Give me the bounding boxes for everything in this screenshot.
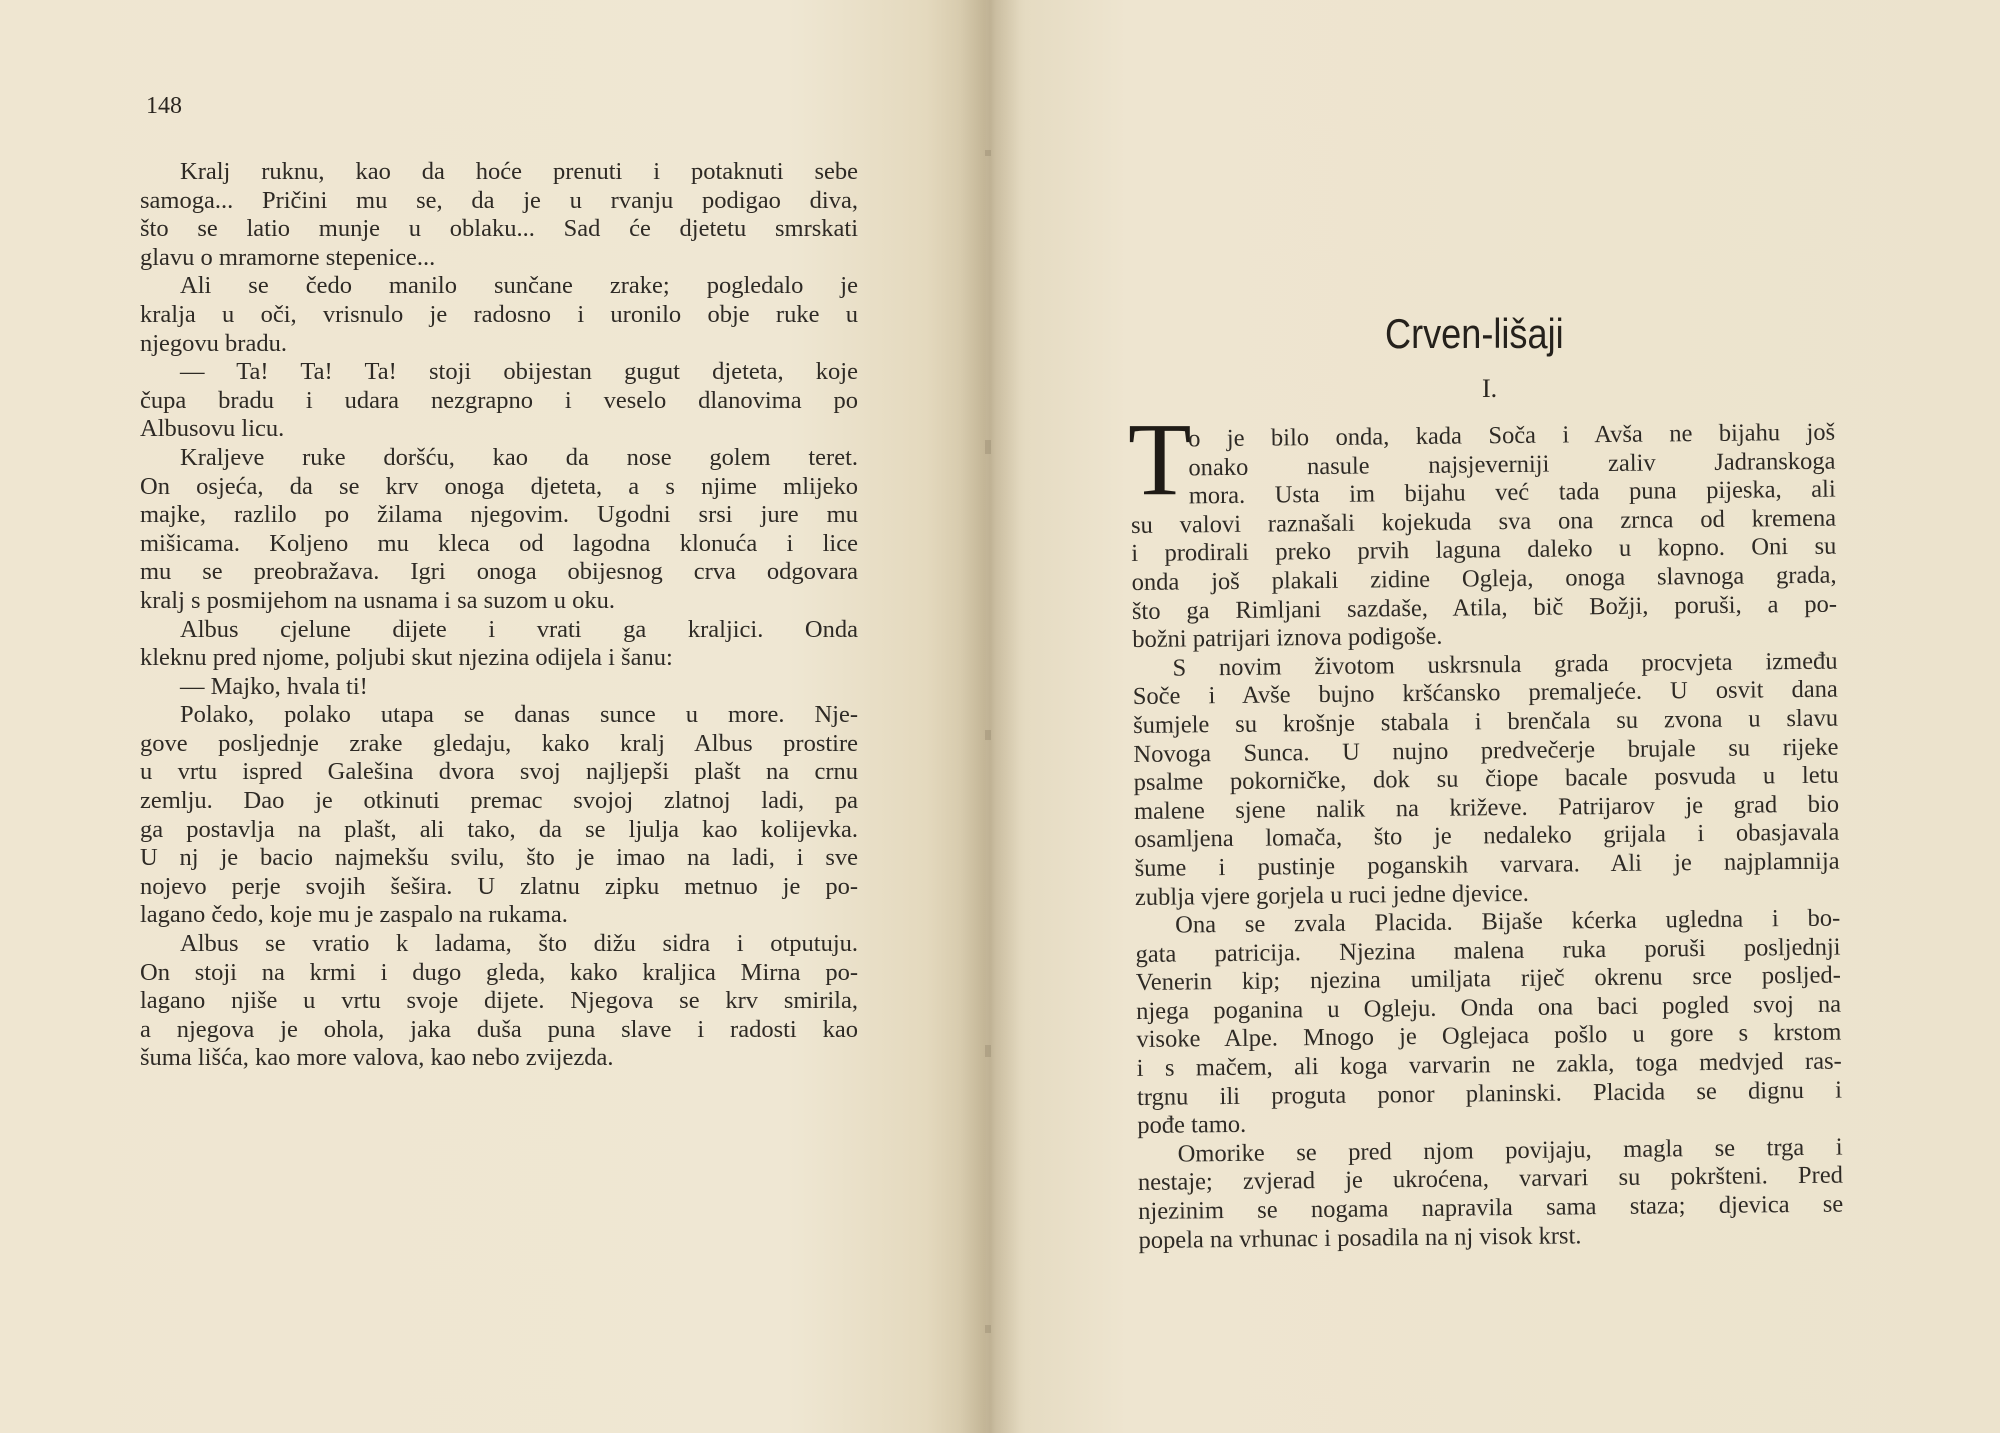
text-line: Ali se čedo manilo sunčane zrake; pogledalo je xyxy=(180,272,858,300)
text-line: njegovu bradu. xyxy=(140,329,287,357)
text-line: psalme pokorničke, dok su čiope bacale posvuda u letu xyxy=(1133,761,1839,797)
text-line: onako nasule najsjeverniji zaliv Jadranskoga xyxy=(1188,447,1836,481)
binding-stitch xyxy=(985,1045,991,1057)
page-number: 148 xyxy=(146,93,182,119)
text-line: Novoga Sunca. U nujno predvečerje brujale su rijeke xyxy=(1133,733,1839,768)
left-page xyxy=(0,0,985,1433)
text-line: — Majko, hvala ti! xyxy=(180,672,368,700)
text-line: kralj s posmijehom na usnama i sa suzom u oku. xyxy=(140,586,615,614)
text-line: čupa bradu i udara nezgrapno i veselo dlanovima po xyxy=(140,386,858,414)
text-line: Soče i Avše bujno kršćansko premaljeće. U osvit dana xyxy=(1132,675,1838,711)
text-line: Kraljeve ruke doršću, kao da nose golem teret. xyxy=(180,443,858,471)
text-line: nojevo perje svojih šešira. U zlatnu zipku metnuo je po- xyxy=(140,872,858,900)
text-line: šume i pustinje poganskih varvara. Ali je najplamnija xyxy=(1134,847,1840,882)
text-line: Polako, polako utapa se danas sunce u more. Nje- xyxy=(180,701,858,729)
text-line: Albus cjelune dijete i vrati ga kraljici. Onda xyxy=(180,615,858,643)
text-line: lagano čedo, koje mu je zaspalo na rukama. xyxy=(140,901,568,929)
left-page-text xyxy=(140,158,858,1073)
section-number: I. xyxy=(1482,374,1498,403)
text-line: majke, razlilo po žilama njegovim. Ugodni srsi jure mu xyxy=(140,501,858,529)
text-line: mora. Usta im bijahu već tada puna pijeska, ali xyxy=(1188,475,1836,510)
binding-stitch xyxy=(985,730,991,740)
text-line: su valovi raznašali kojekuda sva ona zrnca od kremena xyxy=(1130,504,1837,539)
text-line: o je bilo onda, kada Soča i Avša ne bijahu još xyxy=(1187,418,1836,453)
text-line: pođe tamo. xyxy=(1137,1111,1247,1140)
text-line: kralja u oči, vrisnulo je radosno i uronilo obje ruke u xyxy=(140,300,858,328)
text-line: i prodirali preko prvih laguna daleko u kopno. Oni su xyxy=(1131,532,1837,568)
binding-stitch xyxy=(985,150,991,156)
text-line: On stoji na krmi i dugo gleda, kako kraljica Mirna po- xyxy=(140,958,858,986)
text-line: osamljena lomača, što je nedaleko grijala i obasjavala xyxy=(1134,818,1840,854)
text-line: ga postavlja na plašt, ali tako, da se ljulja kao kolijevka. xyxy=(140,815,858,843)
text-line: gata patricija. Njezina malena ruka poruši posljednji xyxy=(1135,933,1841,968)
text-line: Omorike se pred njom povijaju, magla se trga i xyxy=(1177,1133,1843,1168)
text-line: božni patrijari iznova podigoše. xyxy=(1132,622,1443,654)
text-line: gove posljednje zrake gledaju, kako kralj Albus prostire xyxy=(140,729,858,757)
text-line: u vrtu ispred Galešina dvora svoj najljepši plašt na crnu xyxy=(140,758,858,786)
text-line: lagano njiše u vrtu svoje dijete. Njegova se krv smirila, xyxy=(140,987,858,1015)
text-line: glavu o mramorne stepenice... xyxy=(140,243,436,271)
text-line: Venerin kip; njezina umiljata riječ okrenu srce posljed- xyxy=(1135,961,1841,997)
text-line: Ona se zvala Placida. Bijaše kćerka ugledna i bo- xyxy=(1175,904,1841,939)
text-line: šumjele su krošnje stabala i brenčala su zvona u slavu xyxy=(1132,704,1839,739)
text-line: Albus se vratio k ladama, što dižu sidra i otputuju. xyxy=(180,930,858,958)
text-line: i s mačem, ali koga varvarin ne zakla, toga medvjed ras- xyxy=(1136,1047,1842,1083)
text-line: njezinim se nogama napravila sama staza; djevica se xyxy=(1138,1190,1844,1225)
text-line: mišicama. Koljeno mu kleca od lagodna klonuća i lice xyxy=(140,529,858,557)
text-line: popela na vrhunac i posadila na nj visok krst. xyxy=(1138,1221,1582,1254)
text-line: kleknu pred njome, poljubi skut njezina odijela i šanu: xyxy=(140,644,673,672)
text-line: visoke Alpe. Mnogo je Oglejaca pošlo u gore s krstom xyxy=(1136,1019,1842,1054)
text-line: što se latio munje u oblaku... Sad će djetetu smrskati xyxy=(140,215,858,243)
text-line: Albusovu licu. xyxy=(140,415,285,443)
text-line: što ga Rimljani sazdaše, Atila, bič Božji, poruši, a po- xyxy=(1131,590,1838,625)
right-page-text xyxy=(1130,419,1844,1256)
text-line: Kralj ruknu, kao da hoće prenuti i potaknuti sebe xyxy=(180,158,858,185)
text-line: malene sjene nalik na križeve. Patrijarov je grad bio xyxy=(1133,790,1840,825)
text-line: nestaje; zvjerad je ukroćena, varvari su pokršteni. Pred xyxy=(1137,1162,1844,1197)
text-line: zemlju. Dao je otkinuti premac svojoj zlatnoj ladi, pa xyxy=(140,787,858,815)
text-line: U nj je bacio najmekšu svilu, što je imao na ladi, i sve xyxy=(140,844,858,872)
text-line: — Ta! Ta! Ta! stoji obijestan gugut djeteta, koje xyxy=(180,358,858,386)
chapter-title: Crven-lišaji xyxy=(1385,310,1564,357)
text-line: zublja vjere gorjela u ruci jedne djevice. xyxy=(1134,879,1529,911)
text-line: onda još plakali zidine Ogleja, onoga slavnoga grada, xyxy=(1131,561,1837,596)
text-line: samoga... Pričini mu se, da je u rvanju podigao diva, xyxy=(140,186,858,214)
text-line: njega poganina u Ogleju. Onda ona baci pogled svoj na xyxy=(1135,990,1842,1025)
binding-stitch xyxy=(985,1325,991,1333)
text-line: a njegova je ohola, jaka duša puna slave i radosti kao xyxy=(140,1015,858,1043)
text-line: mu se preobražava. Igri onoga obijesnog crva odgovara xyxy=(140,558,858,586)
binding-stitch xyxy=(985,440,991,454)
text-line: S novim životom uskrsnula grada procvjeta između xyxy=(1172,647,1838,682)
text-line: šuma lišća, kao more valova, kao nebo zvijezda. xyxy=(140,1044,614,1072)
text-line: trgnu ili proguta ponor planinski. Placida se dignu i xyxy=(1136,1076,1843,1111)
text-line: On osjeća, da se krv onoga djeteta, a s njime mlijeko xyxy=(140,472,858,500)
drop-cap: T xyxy=(1128,402,1192,517)
